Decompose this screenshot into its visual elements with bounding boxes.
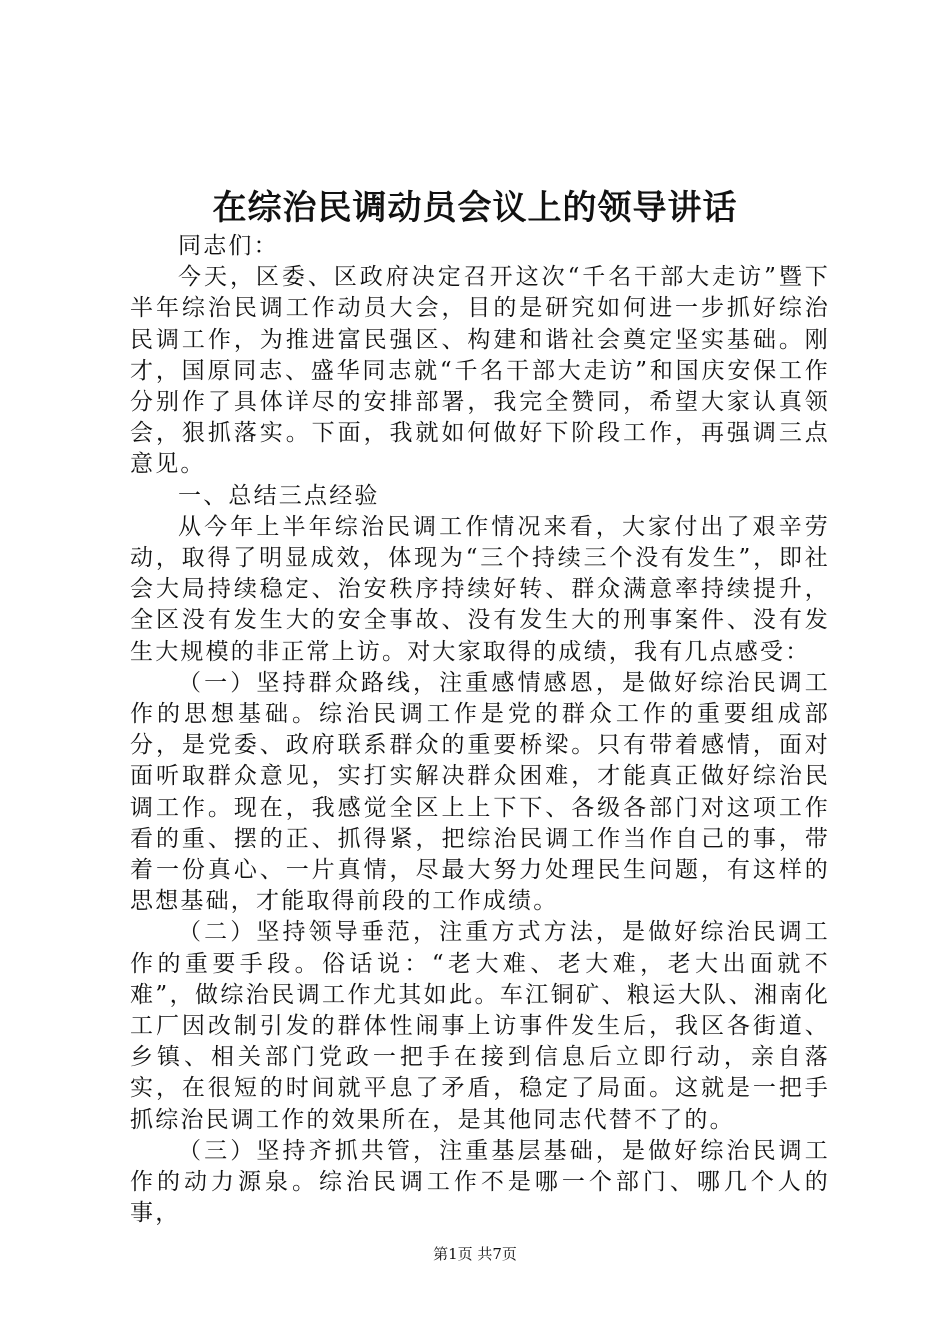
point-two-paragraph: （二）坚持领导垂范，注重方式方法，是做好综治民调工作的重要手段。俗话说：“老大难、老大难，老大出面就不难”，做综治民调工作尤其如此。车江铜矿、粮运大队、湘南化工厂因改制引发的群体性闹事上访事件发生后，我区各街道、乡镇、相关部门党政一把手在接到信息后立即行动，亲自落实，在很短的时间就平息了矛盾，稳定了局面。这就是一把手抓综治民调工作的效果所在，是其他同志代替不了的。 bbox=[130, 919, 830, 1133]
document-body bbox=[130, 231, 830, 1230]
document-title: 在综治民调动员会议上的领导讲话 bbox=[212, 188, 738, 228]
section-heading: 一、总结三点经验 bbox=[178, 482, 380, 509]
point-one-paragraph: （一）坚持群众路线，注重感情感恩，是做好综治民调工作的思想基础。综治民调工作是党的群众工作的重要组成部分，是党委、政府联系群众的重要桥梁。只有带着感情，面对面听取群众意见，实打实解决群众困难，才能真正做好综治民调工作。现在，我感觉全区上上下下、各级各部门对这项工作看的重、摆的正、抓得紧，把综治民调工作当作自己的事，带着一份真心、一片真情，尽最大努力处理民生问题，有这样的思想基础，才能取得前段的工作成绩。 bbox=[130, 669, 830, 915]
body-paragraph: 从今年上半年综治民调工作情况来看，大家付出了艰辛劳动，取得了明显成效，体现为“三个持续三个没有发生”，即社会大局持续稳定、治安秩序持续好转、群众满意率持续提升，全区没有发生大的安全事故、没有发生大的刑事案件、没有发生大规模的非正常上访。对大家取得的成绩，我有几点感受： bbox=[130, 513, 830, 665]
point-three-paragraph: （三）坚持齐抓共管，注重基层基础，是做好综治民调工作的动力源泉。综治民调工作不是哪一个部门、哪几个人的事， bbox=[130, 1137, 830, 1227]
salutation-paragraph: 同志们： bbox=[178, 233, 279, 259]
page-footer: 第1页 共7页 bbox=[433, 1245, 517, 1263]
intro-paragraph: 今天，区委、区政府决定召开这次“千名干部大走访”暨下半年综治民调工作动员大会，目的是研究如何进一步抓好综治民调工作，为推进富民强区、构建和谐社会奠定坚实基础。刚才，国原同志、盛华同志就“千名干部大走访”和国庆安保工作分别作了具体详尽的安排部署，我完全赞同，希望大家认真领会，狠抓落实。下面，我就如何做好下阶段工作，再强调三点意见。 bbox=[130, 264, 830, 478]
